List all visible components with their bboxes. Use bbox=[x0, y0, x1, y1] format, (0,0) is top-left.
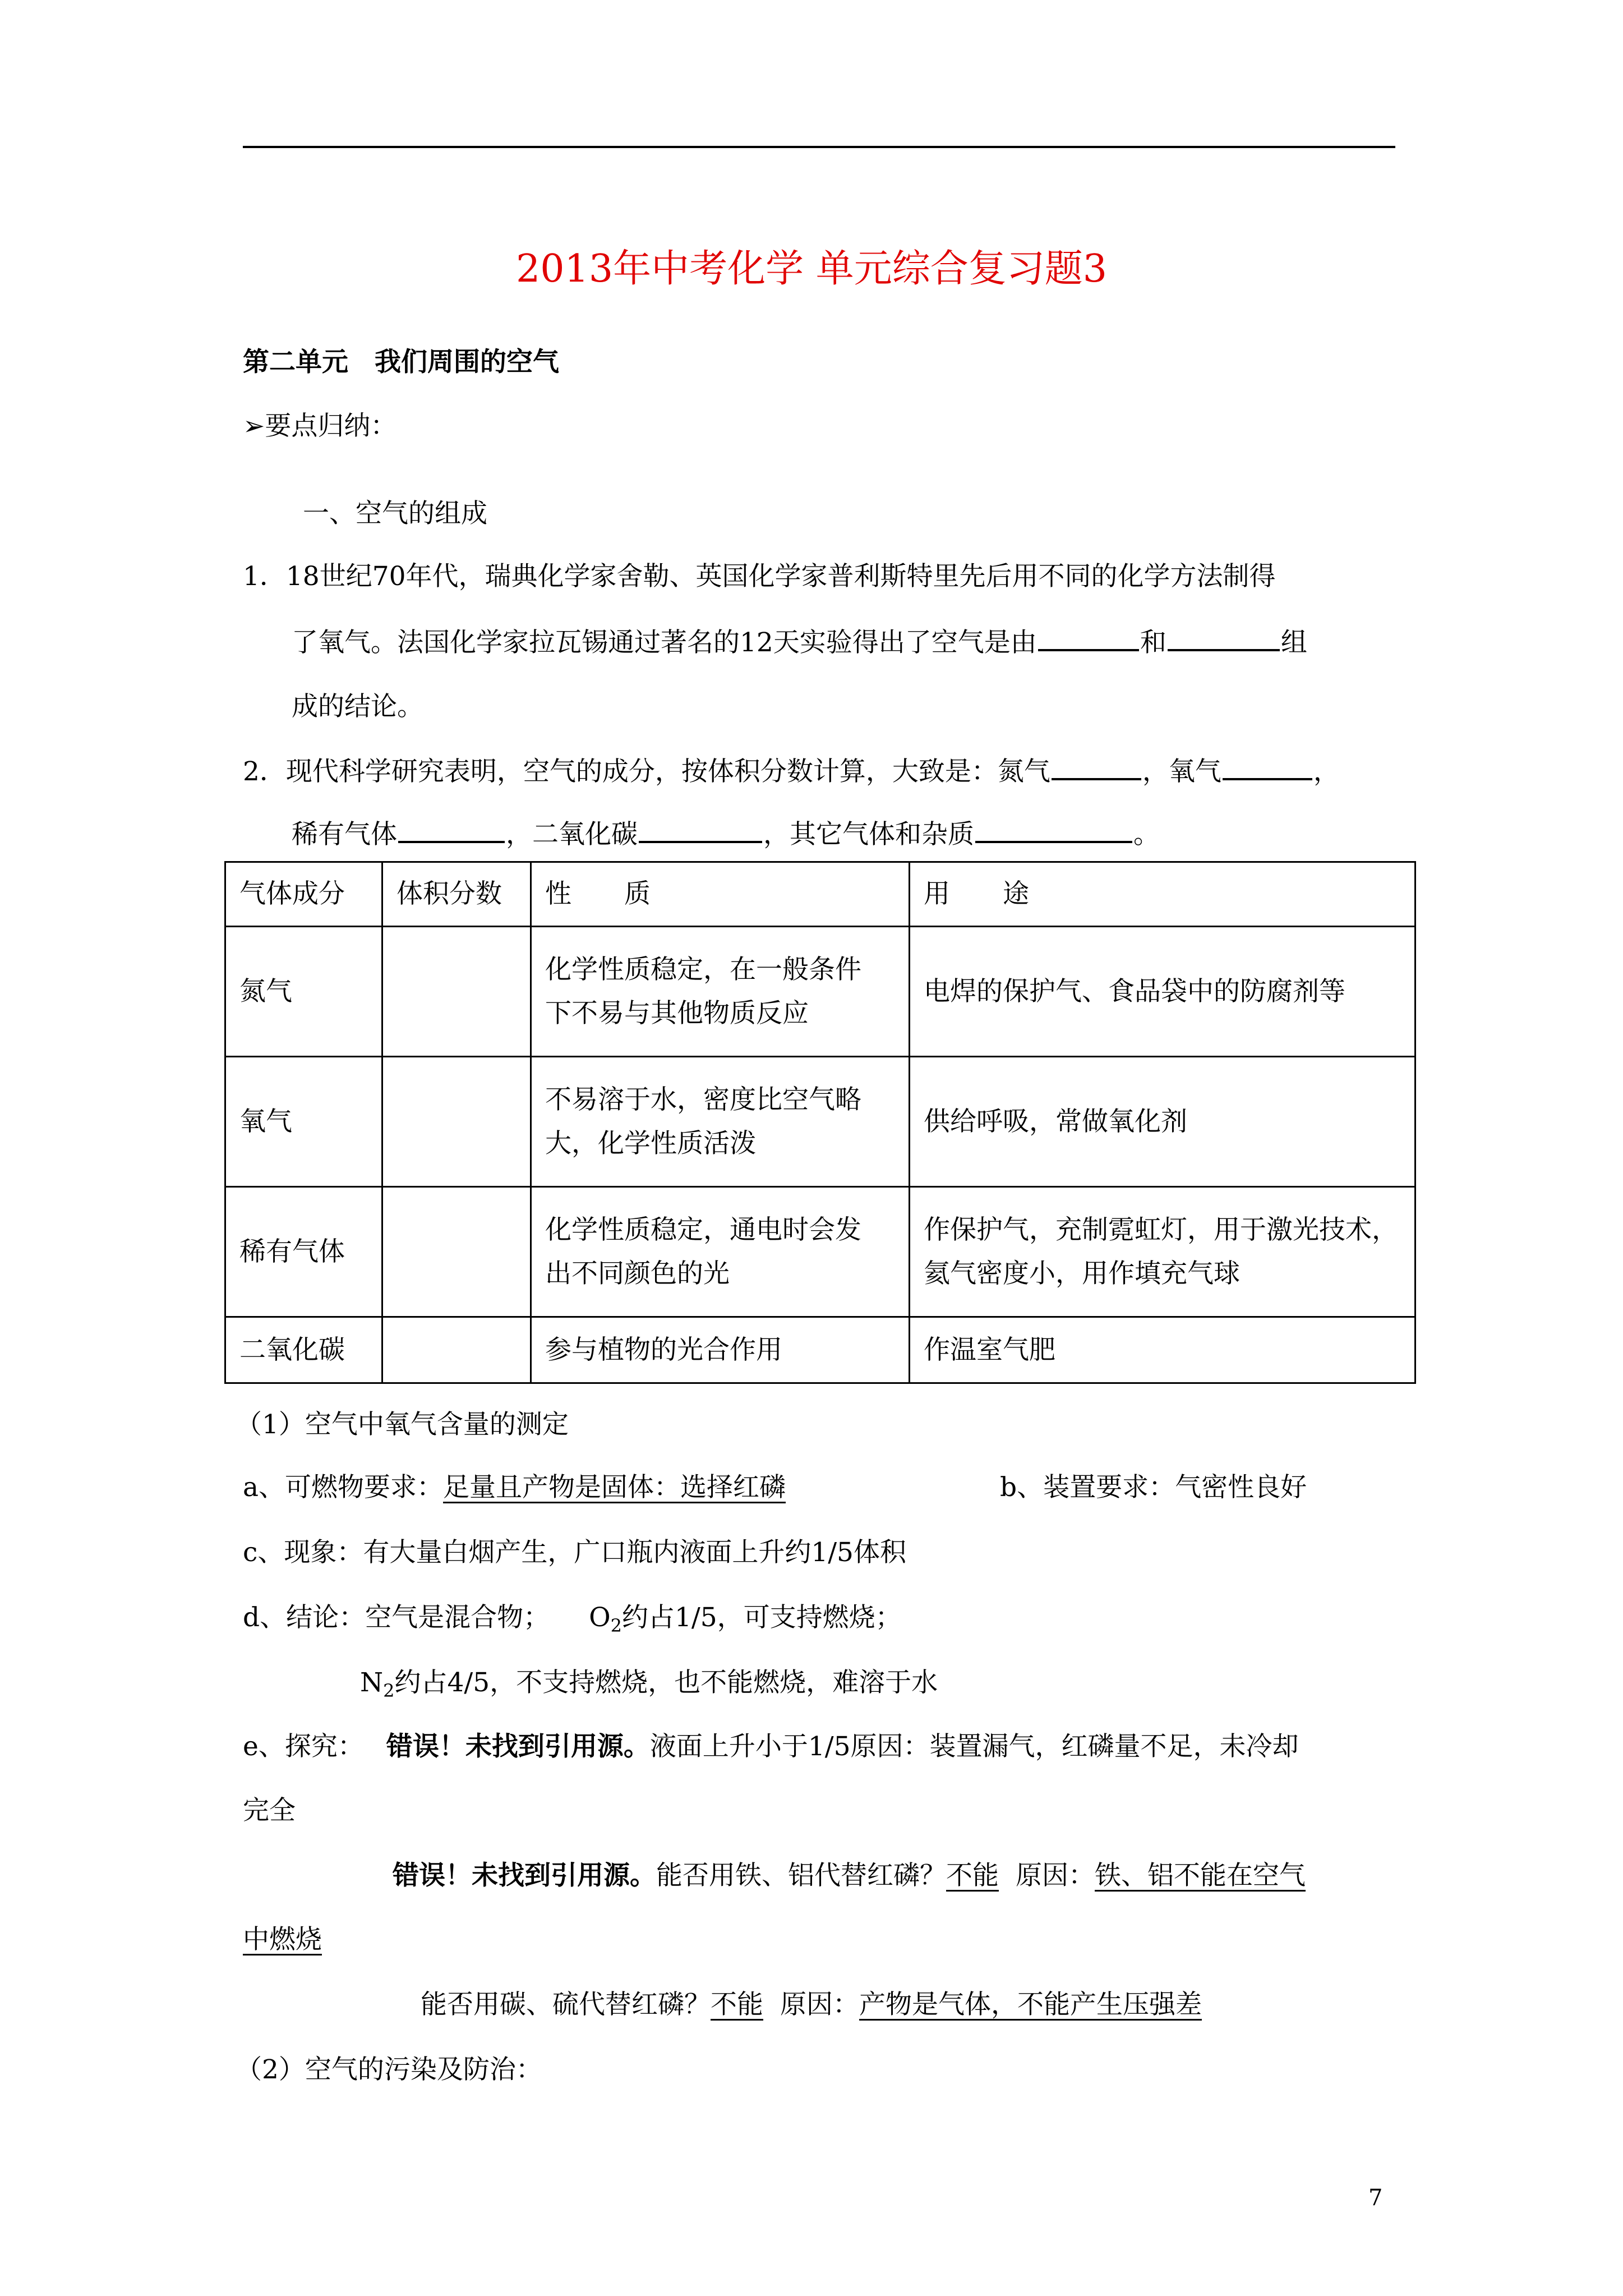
table-row bbox=[225, 1317, 1415, 1383]
q1-text-b: 和 bbox=[1140, 627, 1166, 658]
q2-blank-other[interactable] bbox=[975, 816, 1132, 843]
q2-text-g: 。 bbox=[1133, 819, 1160, 850]
q1-line1: 1．18世纪70年代，瑞典化学家舍勒、英国化学家普利斯特里先后用不同的化学方法制得 bbox=[243, 561, 1276, 592]
q2-text-a: 2．现代科学研究表明，空气的成分，按体积分数计算，大致是：氮气 bbox=[243, 756, 1050, 787]
item-f bbox=[393, 1855, 1306, 1892]
reference-error: 错误！未找到引用源。 bbox=[386, 1731, 650, 1762]
cell-property bbox=[531, 1187, 910, 1317]
cell-use bbox=[910, 1187, 1415, 1317]
cell-property bbox=[531, 927, 910, 1057]
q1-text-c: 组 bbox=[1280, 627, 1307, 658]
cell-fraction bbox=[382, 927, 531, 1057]
property-line: 大，化学性质活泼 bbox=[545, 1128, 756, 1159]
item-c: c、现象：有大量白烟产生，广口瓶内液面上升约1/5体积 bbox=[243, 1537, 906, 1568]
item-e-label: e、探究： bbox=[243, 1731, 364, 1762]
q2-blank-noble-gas[interactable] bbox=[398, 816, 505, 843]
q2-text-f: ，其它气体和杂质 bbox=[763, 819, 974, 850]
q1-text-a: 了氧气。法国化学家拉瓦锡通过著名的12天实验得出了空气是由 bbox=[292, 627, 1037, 658]
cell-gas: 氮气 bbox=[225, 927, 382, 1057]
use-line: 电焊的保护气、食品袋中的防腐剂等 bbox=[924, 976, 1345, 1007]
q2-text-b: ，氧气 bbox=[1142, 756, 1221, 787]
table-row bbox=[225, 1057, 1415, 1187]
use-line: 作温室气肥 bbox=[924, 1334, 1055, 1365]
n2-text: 约占4/5，不支持燃烧，也不能燃烧，难溶于水 bbox=[394, 1667, 938, 1698]
item-g-reason: 产物是气体，不能产生压强差 bbox=[859, 1989, 1202, 2020]
item-a-label: a、可燃物要求： bbox=[243, 1472, 444, 1503]
item-e-cont: 完全 bbox=[243, 1795, 296, 1826]
item-g bbox=[421, 1984, 1202, 2021]
o2-symbol: O bbox=[589, 1602, 611, 1633]
q2-line2 bbox=[292, 813, 1160, 851]
cell-use bbox=[910, 927, 1415, 1057]
summary-label: ➢要点归纳： bbox=[243, 411, 397, 441]
cell-property bbox=[531, 1057, 910, 1187]
item-d-label: d、结论：空气是混合物； bbox=[243, 1602, 550, 1633]
q2-blank-nitrogen[interactable] bbox=[1052, 753, 1141, 780]
cell-property bbox=[531, 1317, 910, 1383]
q1-line3: 成的结论。 bbox=[292, 691, 423, 722]
table-header-row bbox=[225, 862, 1415, 927]
property-line: 出不同颜色的光 bbox=[545, 1258, 730, 1289]
part1-heading: （1）空气中氧气含量的测定 bbox=[236, 1409, 569, 1440]
cell-fraction bbox=[382, 1317, 531, 1383]
q1-blank-2[interactable] bbox=[1168, 624, 1280, 651]
cell-gas: 氧气 bbox=[225, 1057, 382, 1187]
item-f-reason-cont: 中燃烧 bbox=[243, 1924, 322, 1955]
o2-subscript: 2 bbox=[610, 1615, 622, 1636]
item-b: b、装置要求：气密性良好 bbox=[1000, 1472, 1307, 1503]
q1-line2 bbox=[292, 622, 1307, 659]
q2-text-c: ， bbox=[1313, 756, 1340, 787]
item-e bbox=[243, 1726, 1298, 1763]
item-g-reason-label: 原因： bbox=[780, 1989, 859, 2020]
table-row bbox=[225, 1187, 1415, 1317]
item-a bbox=[243, 1466, 786, 1504]
page-number: 7 bbox=[1368, 2185, 1383, 2211]
n2-subscript: 2 bbox=[383, 1680, 395, 1701]
cell-fraction bbox=[382, 1187, 531, 1317]
reference-error: 错误！未找到引用源。 bbox=[393, 1860, 656, 1891]
property-line: 化学性质稳定，在一般条件 bbox=[545, 954, 861, 985]
q2-text-e: ，二氧化碳 bbox=[506, 819, 638, 850]
q2-text-d: 稀有气体 bbox=[292, 819, 397, 850]
cell-use bbox=[910, 1317, 1415, 1383]
header-property: 性 质 bbox=[531, 862, 910, 927]
property-line: 参与植物的光合作用 bbox=[545, 1334, 782, 1365]
item-f-answer: 不能 bbox=[946, 1860, 999, 1891]
n2-symbol: N bbox=[360, 1667, 384, 1698]
q2-blank-co2[interactable] bbox=[639, 816, 762, 843]
cell-gas: 二氧化碳 bbox=[225, 1317, 382, 1383]
cell-use bbox=[910, 1057, 1415, 1187]
use-line: 供给呼吸，常做氧化剂 bbox=[924, 1106, 1187, 1137]
item-f-question: 能否用铁、铝代替红磷？ bbox=[656, 1860, 946, 1891]
item-f-reason: 铁、铝不能在空气 bbox=[1095, 1860, 1306, 1891]
o2-text: 约占1/5，可支持燃烧； bbox=[622, 1602, 902, 1633]
property-line: 下不易与其他物质反应 bbox=[545, 997, 809, 1029]
use-line: 氦气密度小，用作填充气球 bbox=[924, 1258, 1240, 1289]
header-rule bbox=[243, 146, 1395, 148]
part2-heading: （2）空气的污染及防治： bbox=[236, 2054, 542, 2085]
table-row bbox=[225, 927, 1415, 1057]
use-line: 作保护气，充制霓虹灯，用于激光技术， bbox=[924, 1214, 1398, 1245]
page-title: 2013年中考化学 单元综合复习题3 bbox=[516, 247, 1107, 291]
header-use: 用 途 bbox=[910, 862, 1415, 927]
item-f-reason-label: 原因： bbox=[1016, 1860, 1095, 1891]
cell-gas: 稀有气体 bbox=[225, 1187, 382, 1317]
item-g-question: 能否用碳、硫代替红磷？ bbox=[421, 1989, 711, 2020]
unit-heading: 第二单元 我们周围的空气 bbox=[243, 347, 559, 378]
property-line: 化学性质稳定，通电时会发 bbox=[545, 1214, 861, 1245]
air-composition-table bbox=[224, 861, 1416, 1384]
q1-blank-1[interactable] bbox=[1038, 624, 1139, 651]
property-line: 不易溶于水，密度比空气略 bbox=[545, 1084, 861, 1115]
q2-line1 bbox=[243, 751, 1340, 788]
item-d bbox=[243, 1596, 902, 1636]
q2-blank-oxygen[interactable] bbox=[1223, 753, 1312, 780]
item-g-answer: 不能 bbox=[711, 1989, 763, 2020]
item-e-text: 液面上升小于1/5原因：装置漏气，红磷量不足，未冷却 bbox=[649, 1731, 1299, 1762]
header-fraction: 体积分数 bbox=[382, 862, 531, 927]
item-d-nitrogen bbox=[360, 1662, 938, 1701]
header-gas: 气体成分 bbox=[225, 862, 382, 927]
cell-fraction bbox=[382, 1057, 531, 1187]
section-heading-composition: 一、空气的组成 bbox=[303, 498, 487, 529]
item-a-answer: 足量且产物是固体：选择红磷 bbox=[443, 1472, 786, 1503]
